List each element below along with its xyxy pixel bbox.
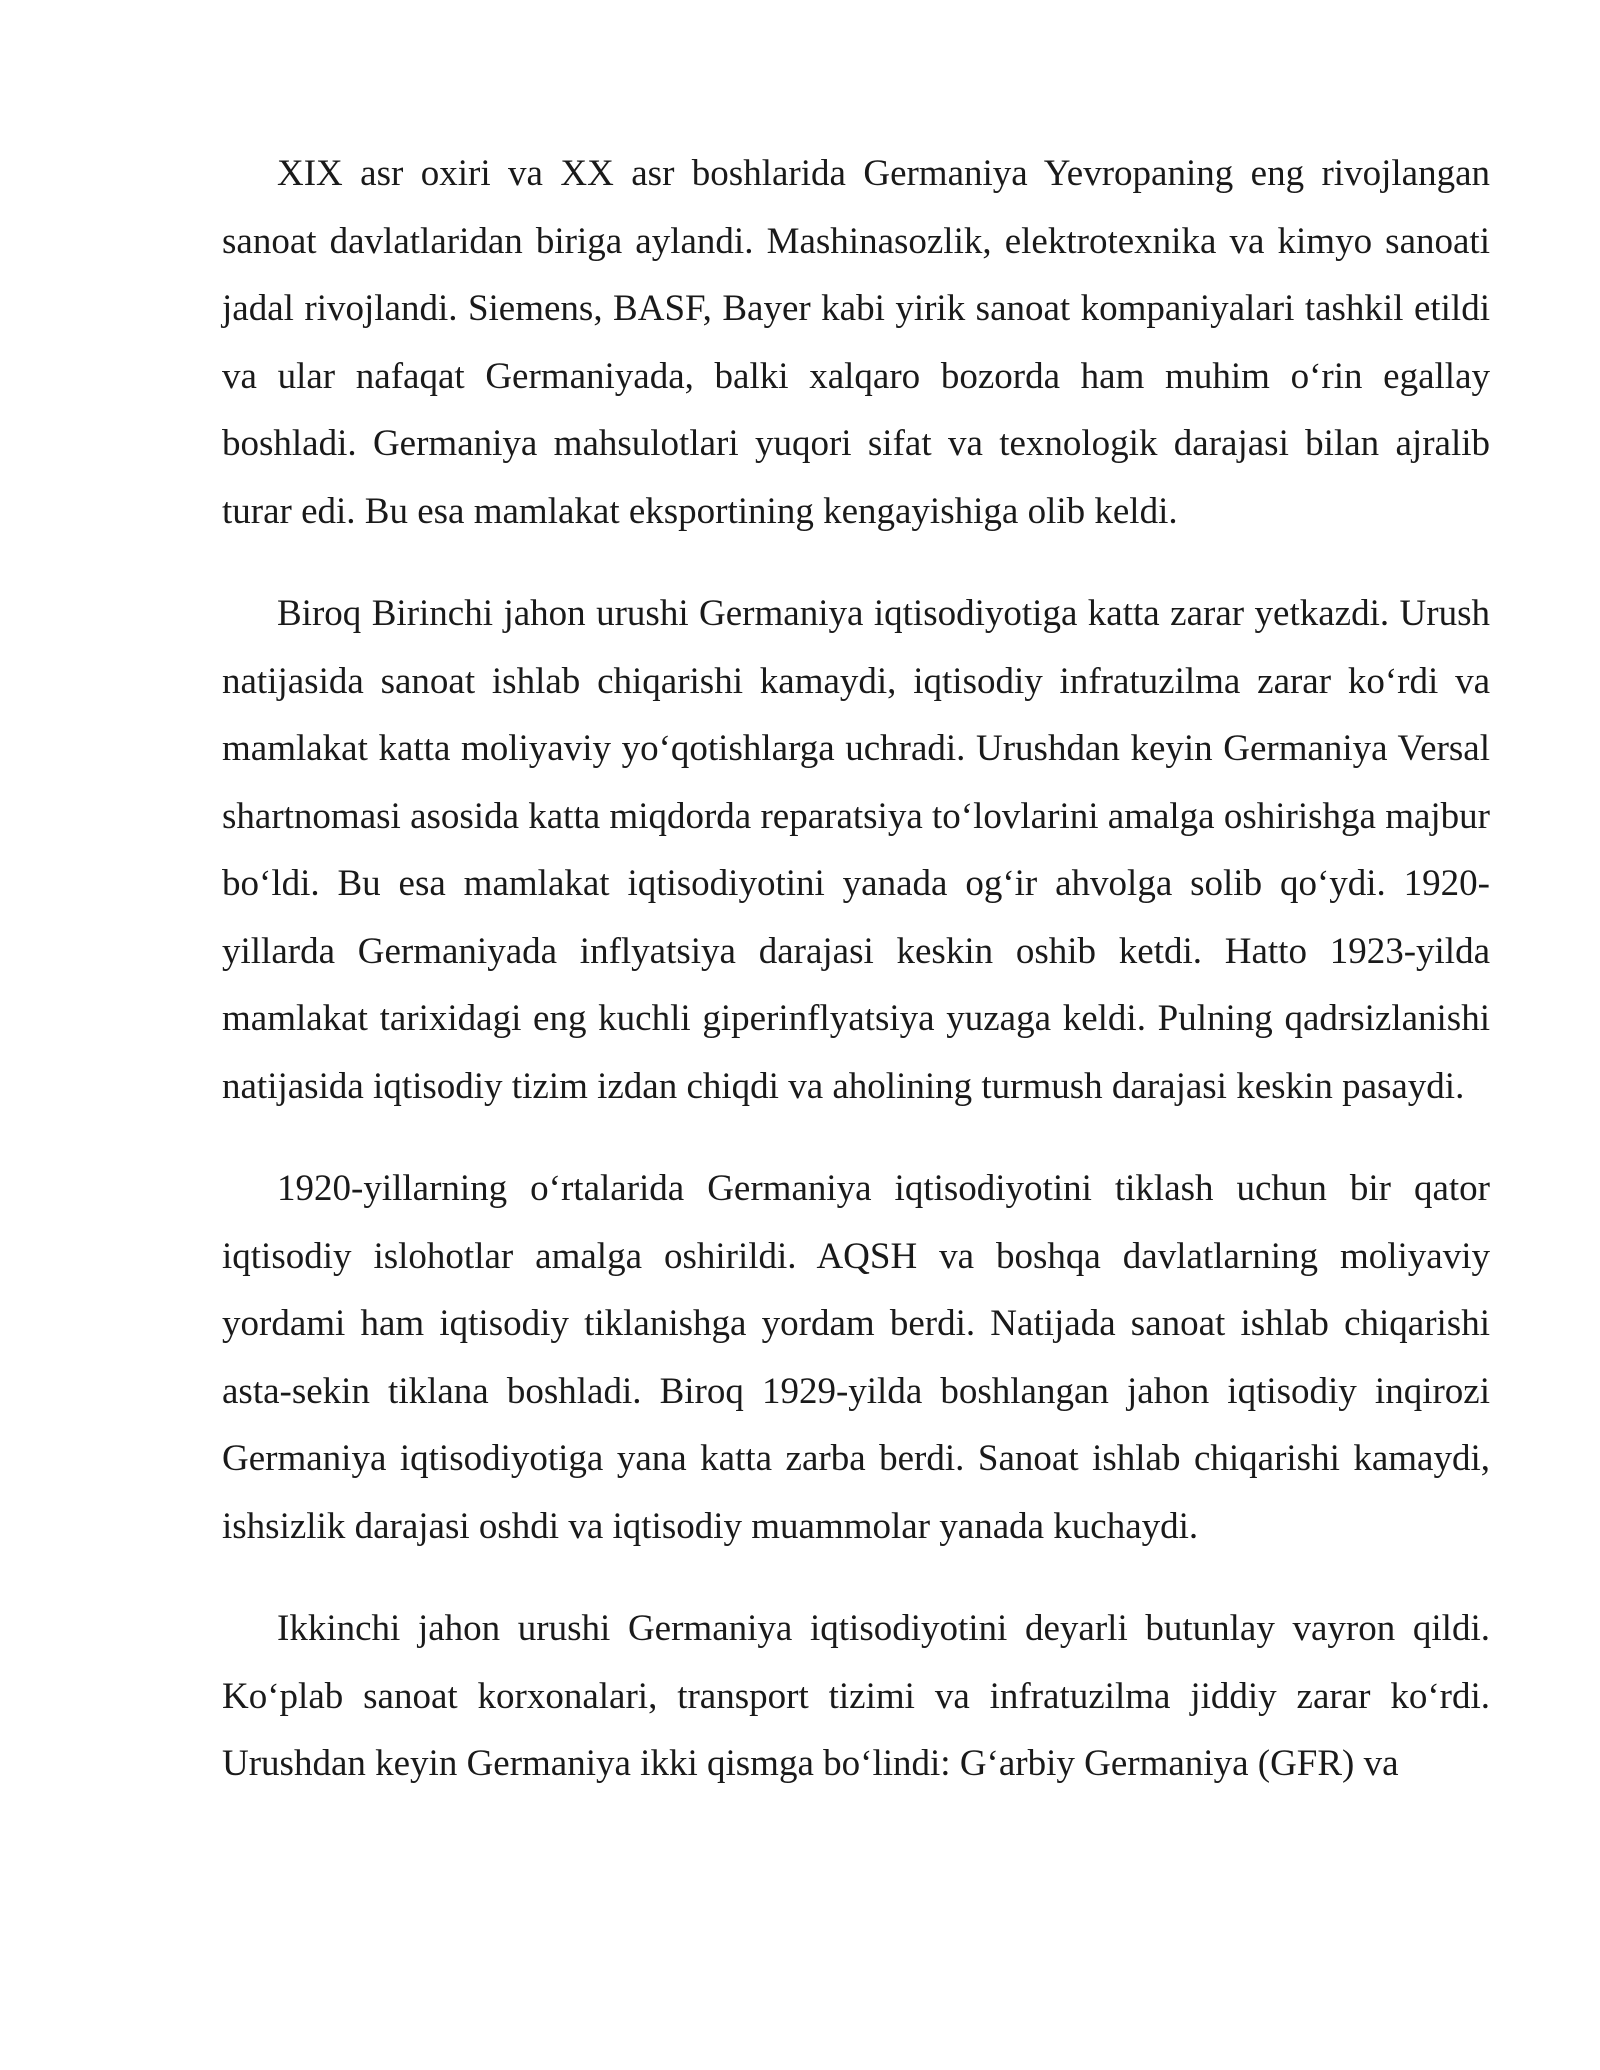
paragraph-1: XIX asr oxiri va XX asr boshlarida Germaniya Yevropaning eng rivojlangan sanoat davlatlaridan biriga aylandi. Mashinasozlik, elektrotexnika va kimyo sanoati jadal rivojlandi. Siemens, BASF, Bayer kabi yirik sanoat kompaniyalari tashkil etildi va ular nafaqat Germaniyada, balki xalqaro bozorda ham muhim o‘rin egallay boshladi. Germaniya mahsulotlari yuqori sifat va texnologik darajasi bilan ajralib turar edi. Bu esa mamlakat eksportining kengayishiga olib keldi. [222, 153, 1490, 532]
paragraph-2: Biroq Birinchi jahon urushi Germaniya iqtisodiyotiga katta zarar yetkazdi. Urush natijasida sanoat ishlab chiqarishi kamaydi, iqtisodiy infratuzilma zarar ko‘rdi va mamlakat katta moliyaviy yo‘qotishlarga uchradi. Urushdan keyin Germaniya Versal shartnomasi asosida katta miqdorda reparatsiya to‘lovlarini amalga oshirishga majbur bo‘ldi. Bu esa mamlakat iqtisodiyotini yanada og‘ir ahvolga solib qo‘ydi. 1920-yillarda Germaniyada inflyatsiya darajasi keskin oshib ketdi. Hatto 1923-yilda mamlakat tarixidagi eng kuchli giperinflyatsiya yuzaga keldi. Pulning qadrsizlanishi natijasida iqtisodiy tizim izdan chiqdi va aholining turmush darajasi keskin pasaydi. [222, 593, 1490, 1107]
document-body [222, 140, 1490, 1833]
paragraph-3: 1920-yillarning o‘rtalarida Germaniya iqtisodiyotini tiklash uchun bir qator iqtisodiy islohotlar amalga oshirildi. AQSH va boshqa davlatlarning moliyaviy yordami ham iqtisodiy tiklanishga yordam berdi. Natijada sanoat ishlab chiqarishi asta-sekin tiklana boshladi. Biroq 1929-yilda boshlangan jahon iqtisodiy inqirozi Germaniya iqtisodiyotiga yana katta zarba berdi. Sanoat ishlab chiqarishi kamaydi, ishsizlik darajasi oshdi va iqtisodiy muammolar yanada kuchaydi. [222, 1168, 1490, 1547]
paragraph-4: Ikkinchi jahon urushi Germaniya iqtisodiyotini deyarli butunlay vayron qildi. Ko‘plab sanoat korxonalari, transport tizimi va infratuzilma jiddiy zarar ko‘rdi. Urushdan keyin Germaniya ikki qismga bo‘lindi: G‘arbiy Germaniya (GFR) va [222, 1608, 1490, 1784]
